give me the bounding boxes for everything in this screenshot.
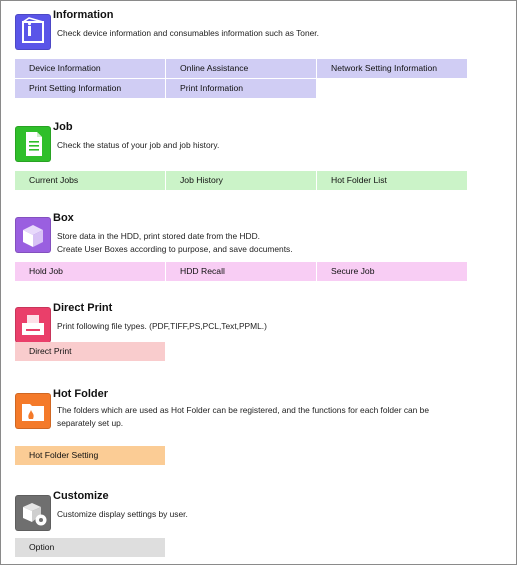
- folder-icon: [15, 393, 51, 429]
- information-icon: [15, 14, 51, 50]
- section-description: Customize display settings by user.: [57, 509, 188, 519]
- hot-folder-setting-button[interactable]: Hot Folder Setting: [15, 446, 165, 465]
- hot-folder-list-button[interactable]: Hot Folder List: [317, 171, 467, 190]
- online-assistance-button[interactable]: Online Assistance: [166, 59, 316, 78]
- secure-job-button[interactable]: Secure Job: [317, 262, 467, 281]
- hdd-recall-button[interactable]: HDD Recall: [166, 262, 316, 281]
- section-description: [57, 404, 429, 430]
- cube-gear-icon: [15, 495, 51, 531]
- section-title: Job: [53, 121, 73, 133]
- section-title: Customize: [53, 490, 109, 502]
- option-button[interactable]: Option: [15, 538, 165, 557]
- hold-job-button[interactable]: Hold Job: [15, 262, 165, 281]
- section-title: Information: [53, 9, 114, 21]
- job-document-icon: [15, 126, 51, 162]
- description-line: Store data in the HDD, print stored date from the HDD.: [57, 231, 260, 241]
- section-description: Check device information and consumables information such as Toner.: [57, 28, 319, 38]
- section-description: Check the status of your job and job history.: [57, 140, 220, 150]
- device-information-button[interactable]: Device Information: [15, 59, 165, 78]
- section-title: Box: [53, 212, 74, 224]
- box-icon: [15, 217, 51, 253]
- job-history-button[interactable]: Job History: [166, 171, 316, 190]
- description-line: Create User Boxes according to purpose, and save documents.: [57, 244, 293, 254]
- description-line: The folders which are used as Hot Folder can be registered, and the functions for each folder can be: [57, 405, 429, 415]
- section-title: Hot Folder: [53, 388, 108, 400]
- section-description: [57, 230, 293, 256]
- current-jobs-button[interactable]: Current Jobs: [15, 171, 165, 190]
- network-setting-information-button[interactable]: Network Setting Information: [317, 59, 467, 78]
- section-description: Print following file types. (PDF,TIFF,PS,PCL,Text,PPML.): [57, 321, 267, 331]
- description-line: separately set up.: [57, 418, 124, 428]
- printer-icon: [15, 307, 51, 343]
- direct-print-button[interactable]: Direct Print: [15, 342, 165, 361]
- print-information-button[interactable]: Print Information: [166, 79, 316, 98]
- print-setting-information-button[interactable]: Print Setting Information: [15, 79, 165, 98]
- section-title: Direct Print: [53, 302, 113, 314]
